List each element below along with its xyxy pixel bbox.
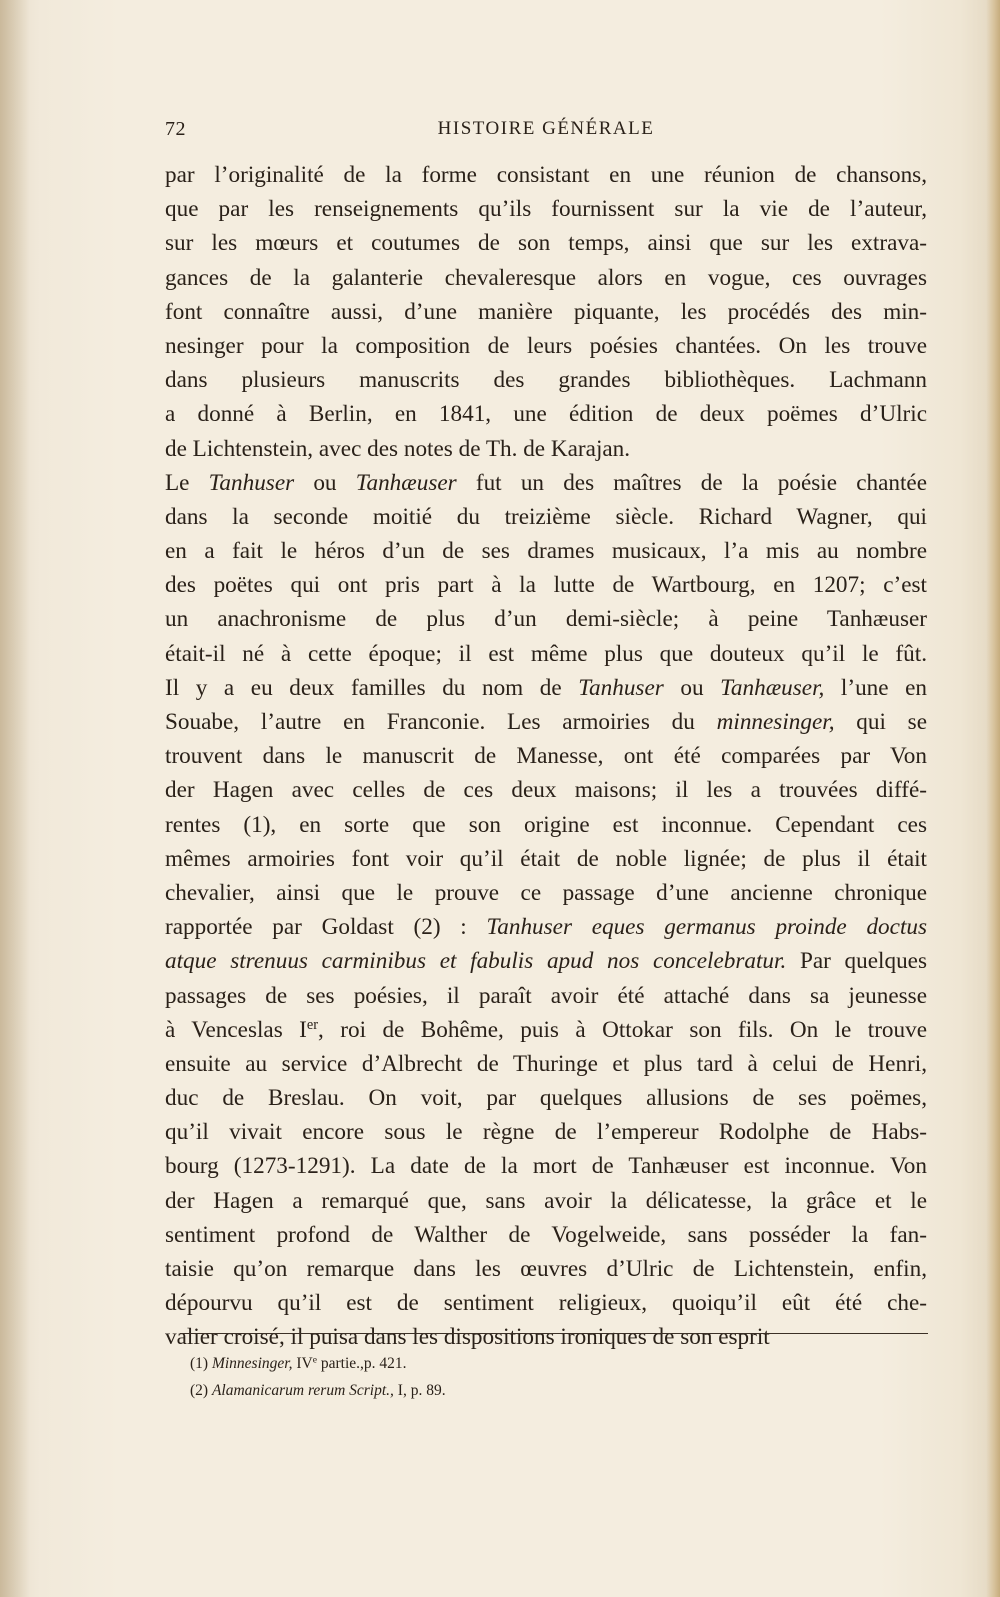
text-segment: à Venceslas I xyxy=(165,1016,307,1043)
page-edge-stain xyxy=(986,0,1000,1597)
text-segment: ou xyxy=(663,674,721,701)
text-segment: par l’originalité de la forme consistant en une réunion de chansons, xyxy=(165,162,927,188)
body-line xyxy=(165,739,927,773)
text-segment: bourg (1273-1291). La date de la mort de Tanhæuser est inconnue. Von xyxy=(165,1153,927,1180)
text-segment: ou xyxy=(294,469,356,496)
text-segment: font connaître aussi, d’une manière piquante, les procédés des min- xyxy=(165,298,927,325)
text-segment: dans plusieurs manuscrits des grandes bibliothèques. Lachmann xyxy=(165,367,927,394)
text-segment: était-il né à cette époque; il est même plus que douteux qu’il le fût. xyxy=(165,640,927,667)
body-line xyxy=(165,979,927,1013)
text-segment: que par les renseignements qu’ils fournissent sur la vie de l’auteur, xyxy=(165,196,927,223)
text-segment: I, p. 89. xyxy=(393,1382,446,1399)
italic-text: atque strenuus carminibus et fabulis apud nos concelebratur. xyxy=(165,948,787,975)
text-segment: IV xyxy=(292,1355,313,1372)
body-line xyxy=(165,568,927,602)
text-segment: der Hagen avec celles de ces deux maisons; il les a trouvées diffé- xyxy=(165,777,927,804)
text-segment: ensuite au service d’Albrecht de Thuringe et plus tard à celui de Henri, xyxy=(165,1050,927,1077)
text-segment: de Lichtenstein, avec des notes de Th. de Karajan. xyxy=(165,435,631,462)
body-line xyxy=(165,397,927,431)
text-segment: en a fait le héros d’un de ses drames musicaux, l’a mis au nombre xyxy=(165,538,927,565)
text-segment: der Hagen a remarqué que, sans avoir la délicatesse, la grâce et le xyxy=(165,1187,927,1214)
page-gutter-shadow xyxy=(0,0,30,1597)
body-line xyxy=(165,1149,927,1183)
text-segment: Par quelques xyxy=(786,948,927,975)
italic-text: Tanhæuser xyxy=(355,469,457,496)
body-line xyxy=(165,158,927,192)
text-segment: rapportée par Goldast (2) : xyxy=(165,914,487,941)
footnotes xyxy=(190,1350,790,1404)
running-title: HISTOIRE GÉNÉRALE xyxy=(437,118,655,139)
body-line xyxy=(165,637,927,671)
body-line xyxy=(165,295,927,329)
text-segment: duc de Breslau. On voit, par quelques allusions de ses poëmes, xyxy=(165,1085,927,1112)
text-segment: valier croisé, il puisa dans les dispositions ironiques de son esprit xyxy=(165,1324,770,1351)
body-line xyxy=(165,773,927,807)
body-line xyxy=(165,705,927,739)
text-segment: a donné à Berlin, en 1841, une édition de deux poëmes d’Ulric xyxy=(165,401,927,428)
footnote-rule xyxy=(180,1333,928,1334)
italic-text: Tanhæuser, xyxy=(720,674,825,701)
body-line xyxy=(165,602,927,636)
body-line xyxy=(165,500,927,534)
text-segment: des poëtes qui ont pris part à la lutte de Wartbourg, en 1207; c’est xyxy=(165,572,927,599)
body-line xyxy=(165,1047,927,1081)
body-line xyxy=(165,671,927,705)
text-segment: qui se xyxy=(834,709,927,735)
body-line xyxy=(165,1081,927,1115)
italic-text: Tanhuser xyxy=(578,674,664,701)
text-segment: partie.,p. 421. xyxy=(316,1355,407,1372)
body-line xyxy=(165,876,927,910)
italic-text: Tanhuser xyxy=(208,469,295,496)
text-segment: chevalier, ainsi que le prouve ce passage d’une ancienne chronique xyxy=(165,879,927,906)
text-segment: un anachronisme de plus d’un demi-siècle; à peine Tanhæuser xyxy=(165,606,927,633)
body-line xyxy=(165,466,927,500)
italic-text: Tanhuser eques germanus proinde doctus xyxy=(486,914,928,941)
text-segment: mêmes armoiries font voir qu’il était de noble lignée; de plus il était xyxy=(165,845,927,872)
body-line xyxy=(165,1013,927,1047)
page-header xyxy=(165,118,927,148)
text-segment: sentiment profond de Walther de Vogelweide, sans posséder la fan- xyxy=(165,1221,927,1248)
text-segment: taisie qu’on remarque dans les œuvres d’Ulric de Lichtenstein, enfin, xyxy=(165,1256,927,1282)
body-line xyxy=(165,363,927,397)
text-segment: sur les mœurs et coutumes de son temps, ainsi que sur les extrava- xyxy=(165,230,927,257)
text-segment: dépourvu qu’il est de sentiment religieux, quoiqu’il eût été che- xyxy=(165,1290,927,1317)
body-text xyxy=(165,158,927,1355)
text-segment: (1) xyxy=(190,1355,212,1372)
body-line xyxy=(165,261,927,295)
text-segment: nesinger pour la composition de leurs poésies chantées. On les trouve xyxy=(165,332,927,359)
text-segment: qu’il vivait encore sous le règne de l’empereur Rodolphe de Habs- xyxy=(165,1119,927,1146)
body-line xyxy=(165,910,927,944)
body-line xyxy=(165,1286,927,1320)
text-segment: Il y a eu deux familles du nom de xyxy=(165,674,579,701)
text-segment: Souabe, l’autre en Franconie. Les armoiries du xyxy=(165,709,717,735)
superscript-text: er xyxy=(306,1016,319,1033)
body-line xyxy=(165,1115,927,1149)
body-line xyxy=(165,944,927,978)
text-segment: Le xyxy=(165,469,209,496)
italic-text: Minnesinger, xyxy=(211,1355,293,1372)
body-line xyxy=(165,432,927,466)
text-segment: rentes (1), en sorte que son origine est inconnue. Cependant ces xyxy=(165,811,927,838)
body-line xyxy=(165,1184,927,1218)
body-line xyxy=(165,329,927,363)
body-line xyxy=(165,534,927,568)
body-line xyxy=(165,1252,927,1286)
page-number: 72 xyxy=(165,118,186,140)
text-segment: trouvent dans le manuscrit de Manesse, ont été comparées par Von xyxy=(165,743,927,770)
body-line xyxy=(165,192,927,226)
italic-text: Alamanicarum rerum Script., xyxy=(211,1382,394,1399)
text-segment: fut un des maîtres de la poésie chantée xyxy=(456,469,927,496)
text-segment: l’une en xyxy=(824,674,928,701)
text-segment: passages de ses poésies, il paraît avoir été attaché dans sa jeunesse xyxy=(165,982,927,1009)
body-line xyxy=(165,226,927,260)
footnote-line xyxy=(190,1377,790,1404)
body-line xyxy=(165,1218,927,1252)
body-line xyxy=(165,842,927,876)
superscript-text: e xyxy=(312,1354,317,1366)
italic-text: minnesinger, xyxy=(716,709,835,735)
text-segment: gances de la galanterie chevaleresque alors en vogue, ces ouvrages xyxy=(165,264,927,291)
body-line xyxy=(165,808,927,842)
text-segment: (2) xyxy=(190,1382,212,1399)
text-segment: dans la seconde moitié du treizième siècle. Richard Wagner, qui xyxy=(165,503,927,530)
footnote-line xyxy=(190,1350,790,1377)
text-segment: , roi de Bohême, puis à Ottokar son fils. On le trouve xyxy=(318,1016,927,1043)
